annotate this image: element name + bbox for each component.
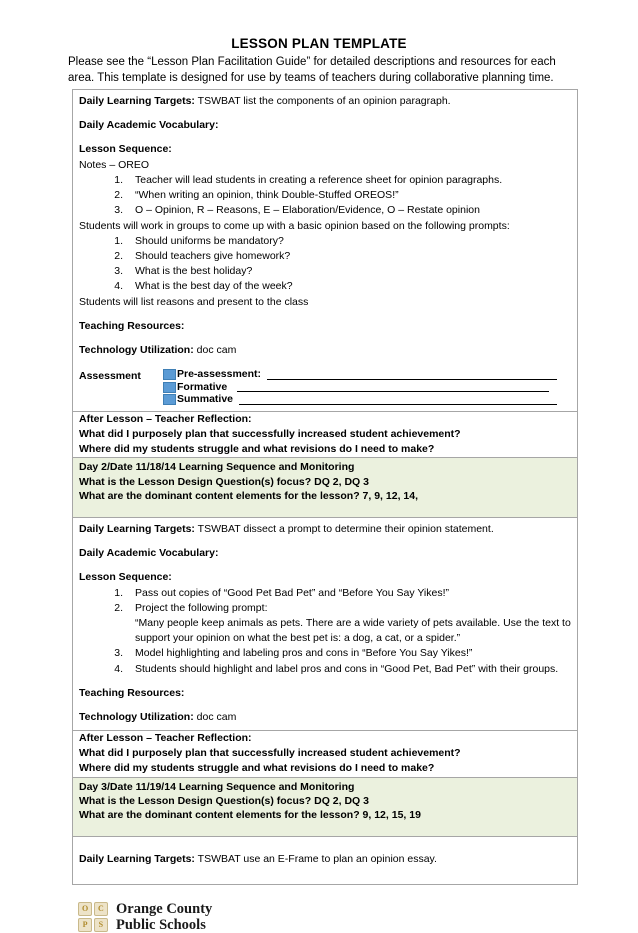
list-number: 1. — [114, 234, 123, 247]
list-text: Pass out copies of “Good Pet Bad Pet” and “Before You Say Yikes!” — [135, 586, 450, 599]
table-row-day-3 — [73, 777, 578, 837]
assessment-options — [163, 368, 571, 406]
label-daily-academic-vocabulary: Daily Academic Vocabulary: — [79, 547, 219, 560]
list-text: Students should highlight and label pros and cons in “Good Pet, Bad Pet” with their groups. — [135, 662, 559, 675]
list-text: Teacher will lead students in creating a reference sheet for opinion paragraphs. — [135, 173, 503, 186]
list-text: O – Opinion, R – Reasons, E – Elaboration/Evidence, O – Restate opinion — [135, 204, 480, 217]
list-number: 3. — [114, 647, 123, 660]
lesson-2-teaching-resources — [79, 686, 571, 701]
logo-square-p: P — [78, 918, 92, 932]
assessment-fill-line-formative[interactable] — [237, 382, 549, 392]
logo-square-o: O — [78, 902, 92, 916]
lesson-1-learning-targets — [79, 94, 571, 109]
day-2-line-2: What is the Lesson Design Question(s) focus? DQ 2, DQ 3 — [79, 475, 369, 488]
list-item — [79, 646, 571, 661]
list-number: 1. — [114, 586, 123, 599]
day-3-line-1: Day 3/Date 11/19/14 Learning Sequence and Monitoring — [79, 780, 355, 793]
label-teaching-resources: Teaching Resources: — [79, 319, 185, 332]
lesson-1-sequence-mid: Students will work in groups to come up with a basic opinion based on the following prompts: — [79, 219, 510, 232]
logo-square-s: S — [94, 918, 108, 932]
lesson-2-prompt-quote-line-1: “Many people keep animals as pets. There are a wide variety of pets available. Use the text to — [135, 617, 571, 629]
list-number: 2. — [114, 250, 123, 262]
list-number: 2. — [114, 601, 123, 614]
list-item — [79, 586, 571, 601]
label-technology-utilization: Technology Utilization: — [79, 344, 194, 357]
table-row-lesson-2 — [73, 517, 578, 730]
list-number: 2. — [114, 189, 123, 202]
lesson-2-learning-targets — [79, 522, 571, 537]
reflection-2-question-1: What did I purposely plan that successfully increased student achievement? — [79, 747, 461, 760]
list-number: 4. — [114, 662, 123, 675]
page-title: LESSON PLAN TEMPLATE — [231, 36, 407, 51]
day-2-line-3: What are the dominant content elements for the lesson? 7, 9, 12, 14, — [79, 489, 418, 502]
assessment-option-label: Formative — [177, 380, 228, 393]
list-item — [79, 662, 571, 677]
lesson-3-learning-targets — [79, 852, 571, 867]
lesson-1-technology-utilization — [79, 343, 571, 358]
list-text: Should teachers give homework? — [135, 250, 291, 262]
intro-line-1: Please see the “Lesson Plan Facilitation Guide” for detailed descriptions and resources for each — [68, 56, 556, 68]
reflection-1-heading: After Lesson – Teacher Reflection: — [79, 412, 252, 425]
spacer — [79, 701, 571, 710]
lesson-1-body — [73, 90, 577, 411]
list-text: Should uniforms be mandatory? — [135, 234, 284, 247]
label-daily-learning-targets: Daily Learning Targets: — [79, 522, 195, 535]
spacer — [79, 133, 571, 142]
lesson-2-sequence-list-cont — [79, 646, 571, 676]
label-daily-learning-targets: Daily Learning Targets: — [79, 95, 195, 108]
label-lesson-sequence: Lesson Sequence: — [79, 571, 172, 584]
spacer — [79, 109, 571, 118]
lesson-3-body — [73, 837, 577, 883]
list-item — [79, 279, 571, 294]
logo-square-c: C — [94, 902, 108, 916]
label-daily-learning-targets: Daily Learning Targets: — [79, 853, 195, 866]
spacer — [79, 841, 571, 852]
table-row-day-2 — [73, 458, 578, 518]
footer-logo — [78, 901, 638, 933]
assessment-block — [79, 368, 571, 406]
list-text: “When writing an opinion, think Double-Stuffed OREOS!” — [135, 189, 399, 202]
list-item — [79, 601, 571, 616]
lesson-plan-table — [72, 89, 578, 885]
lesson-2-body — [73, 518, 577, 730]
checkbox-pre-assessment[interactable] — [163, 369, 176, 380]
list-number: 3. — [114, 204, 123, 217]
list-item — [79, 249, 571, 264]
list-number: 1. — [114, 173, 123, 186]
lesson-1-sequence-list — [79, 173, 571, 219]
checkbox-summative[interactable] — [163, 394, 176, 405]
day-2-line-1: Day 2/Date 11/18/14 Learning Sequence and Monitoring — [79, 461, 355, 474]
list-item — [79, 203, 571, 218]
organization-name — [116, 901, 212, 933]
lesson-plan-document — [0, 36, 638, 933]
table-row-lesson-3 — [73, 837, 578, 884]
list-number: 3. — [114, 265, 123, 278]
label-lesson-sequence: Lesson Sequence: — [79, 143, 172, 156]
checkbox-formative[interactable] — [163, 382, 176, 393]
assessment-fill-line-pre[interactable] — [267, 370, 557, 380]
list-text: What is the best holiday? — [135, 265, 253, 278]
spacer — [73, 503, 577, 517]
lesson-1-sequence-end: Students will list reasons and present to the class — [79, 295, 309, 308]
spacer — [79, 561, 571, 570]
list-item — [79, 234, 571, 249]
list-text: Project the following prompt: — [135, 601, 268, 614]
assessment-option-label: Summative — [177, 393, 234, 406]
reflection-2-heading: After Lesson – Teacher Reflection: — [79, 732, 252, 745]
list-item — [79, 188, 571, 203]
list-item — [79, 173, 571, 188]
spacer — [79, 868, 571, 879]
assessment-option-summative[interactable] — [163, 393, 571, 406]
spacer — [79, 334, 571, 343]
spacer — [79, 537, 571, 546]
lesson-2-technology-utilization — [79, 710, 571, 725]
lesson-2-sequence-list — [79, 586, 571, 616]
ocps-logo-icon — [78, 902, 108, 932]
spacer — [79, 677, 571, 686]
list-item — [79, 264, 571, 279]
reflection-1-question-2: Where did my students struggle and what revisions do I need to make? — [79, 442, 435, 455]
table-row-reflection-1 — [73, 411, 578, 458]
label-daily-academic-vocabulary: Daily Academic Vocabulary: — [79, 119, 219, 132]
spacer — [79, 310, 571, 319]
org-line-2: Public Schools — [116, 916, 206, 933]
list-number: 4. — [114, 280, 123, 293]
lesson-1-technology-value: doc cam — [196, 344, 237, 357]
assessment-option-label: Pre-assessment: — [177, 368, 262, 381]
lesson-1-teaching-resources — [79, 319, 571, 334]
spacer — [73, 822, 577, 836]
intro-paragraph — [68, 55, 570, 86]
list-text: Model highlighting and labeling pros and cons in “Before You Say Yikes!” — [135, 647, 473, 660]
day-3-line-2: What is the Lesson Design Question(s) focus? DQ 2, DQ 3 — [79, 795, 369, 808]
lesson-2-technology-value: doc cam — [196, 711, 237, 724]
reflection-1-question-1: What did I purposely plan that successfully increased student achievement? — [79, 427, 461, 440]
label-assessment: Assessment — [79, 370, 141, 383]
label-teaching-resources: Teaching Resources: — [79, 686, 185, 699]
lesson-3-learning-target-value: TSWBAT use an E-Frame to plan an opinion essay. — [197, 853, 437, 866]
day-3-line-3: What are the dominant content elements for the lesson? 9, 12, 15, 19 — [79, 809, 421, 822]
lesson-1-prompt-list — [79, 234, 571, 295]
intro-line-2: area. This template is designed for use by teams of teachers during collaborative planning time. — [68, 71, 554, 84]
lesson-2-prompt-quote-line-2: support your opinion on what the best pet is: a dog, a cat, or a spider.” — [135, 632, 461, 645]
list-text: What is the best day of the week? — [135, 280, 293, 293]
label-technology-utilization: Technology Utilization: — [79, 711, 194, 724]
lesson-1-sequence-intro: Notes – OREO — [79, 158, 150, 171]
lesson-2-vocabulary — [79, 546, 571, 561]
lesson-1-vocabulary — [79, 118, 571, 133]
lesson-1-learning-target-value: TSWBAT list the components of an opinion paragraph. — [197, 95, 451, 108]
lesson-2-learning-target-value: TSWBAT dissect a prompt to determine their opinion statement. — [197, 522, 494, 535]
table-row-lesson-1 — [73, 90, 578, 412]
assessment-fill-line-summative[interactable] — [239, 395, 557, 405]
table-row-reflection-2 — [73, 731, 578, 778]
org-line-1: Orange County — [116, 900, 213, 917]
reflection-2-question-2: Where did my students struggle and what revisions do I need to make? — [79, 762, 435, 775]
